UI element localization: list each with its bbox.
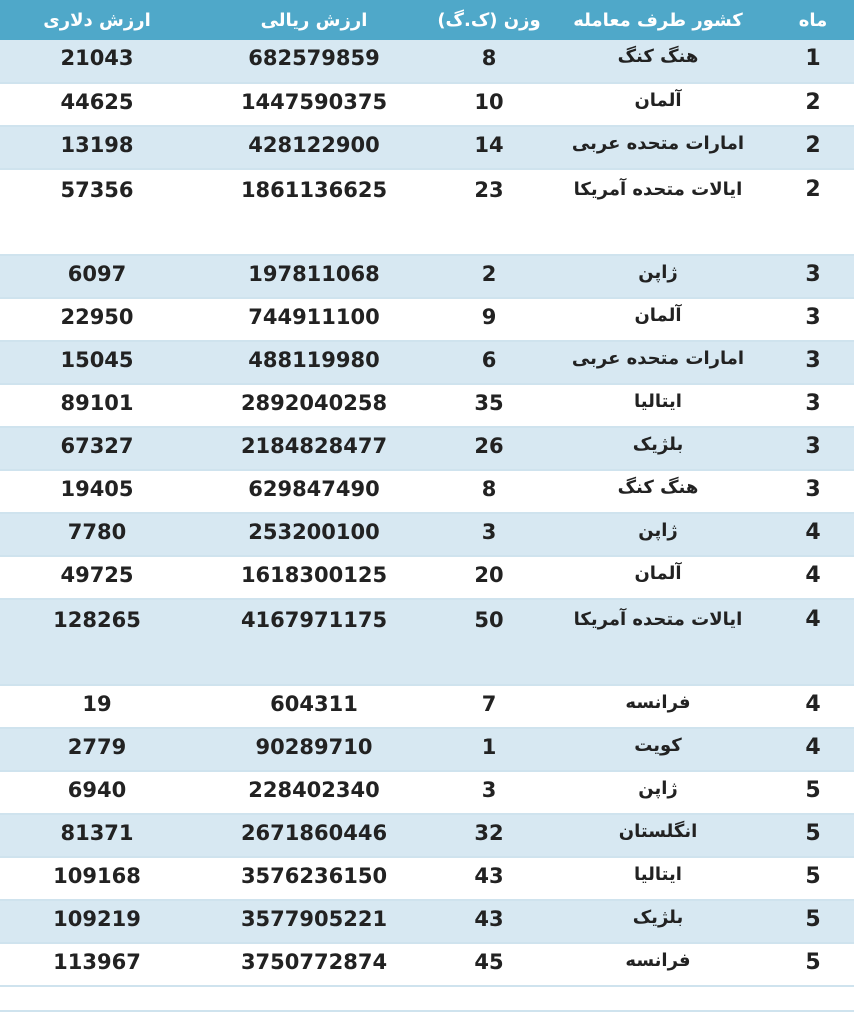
cell-dollar-value: 89101 [0,384,194,427]
cell-rial-value: 3576236150 [194,857,434,900]
cell-month: 2 [772,126,854,169]
table-row [0,83,854,126]
table-row [0,126,854,169]
cell-country: امارات متحده عربی [544,341,772,384]
cell-dollar-value: 67327 [0,427,194,470]
cell-rial-value: 629847490 [194,470,434,513]
cell-weight: 50 [434,599,544,685]
header-month: ماه [772,0,854,40]
cell-dollar-value: 49725 [0,556,194,599]
cell-weight: 26 [434,427,544,470]
cell-month: 4 [772,728,854,771]
table-row [0,470,854,513]
cell-country: آلمان [544,83,772,126]
cell-rial-value: 253200100 [194,513,434,556]
table-row [0,685,854,728]
cell-weight: 43 [434,900,544,943]
cell-rial-value: 3750772874 [194,943,434,986]
table-row [0,169,854,255]
cell-rial-value: 90289710 [194,728,434,771]
cell-month: 5 [772,857,854,900]
cell-country: ایالات متحده آمریکا [544,169,772,255]
cell-weight: 3 [434,513,544,556]
cell-dollar-value: 57356 [0,169,194,255]
cell-country: آلمان [544,556,772,599]
cell-country: امارات متحده عربی [544,126,772,169]
cell-rial-value: 197811068 [194,255,434,298]
cell-rial-value: 3577905221 [194,900,434,943]
table-body [0,40,854,986]
cell-weight: 23 [434,169,544,255]
cell-dollar-value: 13198 [0,126,194,169]
table-row [0,814,854,857]
cell-rial-value: 2184828477 [194,427,434,470]
cell-month: 3 [772,341,854,384]
cell-month: 2 [772,169,854,255]
cell-rial-value: 428122900 [194,126,434,169]
table-row [0,40,854,83]
cell-dollar-value: 6940 [0,771,194,814]
cell-weight: 14 [434,126,544,169]
cell-rial-value: 1618300125 [194,556,434,599]
cell-country: ژاپن [544,513,772,556]
cell-rial-value: 228402340 [194,771,434,814]
cell-month: 3 [772,255,854,298]
cell-dollar-value: 81371 [0,814,194,857]
cell-dollar-value: 44625 [0,83,194,126]
table-header [0,0,854,40]
table-row [0,513,854,556]
table-row [0,427,854,470]
cell-weight: 3 [434,771,544,814]
cell-rial-value: 4167971175 [194,599,434,685]
cell-country: ایتالیا [544,384,772,427]
cell-dollar-value: 21043 [0,40,194,83]
cell-weight: 32 [434,814,544,857]
table-row [0,599,854,685]
cell-weight: 7 [434,685,544,728]
header-weight: وزن (ک.گ) [434,0,544,40]
cell-dollar-value: 19405 [0,470,194,513]
cell-country: بلژیک [544,900,772,943]
cell-month: 5 [772,943,854,986]
cell-dollar-value: 6097 [0,255,194,298]
table-row [0,943,854,986]
table-row [0,384,854,427]
cell-country: ایتالیا [544,857,772,900]
cell-month: 3 [772,384,854,427]
cell-country: ژاپن [544,255,772,298]
cell-country: انگلستان [544,814,772,857]
cell-dollar-value: 19 [0,685,194,728]
cell-dollar-value: 109168 [0,857,194,900]
table-row [0,255,854,298]
header-country: کشور طرف معامله [544,0,772,40]
cell-weight: 43 [434,857,544,900]
cell-weight: 45 [434,943,544,986]
cell-dollar-value: 128265 [0,599,194,685]
table-row [0,556,854,599]
header-row [0,0,854,40]
table-row [0,771,854,814]
cell-weight: 35 [434,384,544,427]
cell-dollar-value: 113967 [0,943,194,986]
table-row [0,857,854,900]
cell-dollar-value: 2779 [0,728,194,771]
cell-country: ژاپن [544,771,772,814]
cell-weight: 1 [434,728,544,771]
cell-month: 2 [772,83,854,126]
header-rial-value: ارزش ریالی [194,0,434,40]
cell-month: 4 [772,513,854,556]
cell-rial-value: 1447590375 [194,83,434,126]
cell-country: فرانسه [544,943,772,986]
cell-country: هنگ کنگ [544,40,772,83]
cell-month: 5 [772,900,854,943]
cell-rial-value: 488119980 [194,341,434,384]
cell-rial-value: 604311 [194,685,434,728]
cell-weight: 9 [434,298,544,341]
table-row [0,341,854,384]
cell-weight: 10 [434,83,544,126]
cell-dollar-value: 15045 [0,341,194,384]
cell-rial-value: 2892040258 [194,384,434,427]
cell-country: بلژیک [544,427,772,470]
cell-month: 5 [772,814,854,857]
header-dollar-value: ارزش دلاری [0,0,194,40]
cell-month: 3 [772,470,854,513]
cell-month: 3 [772,298,854,341]
table-bottom-divider [0,1010,854,1012]
cell-month: 5 [772,771,854,814]
cell-country: آلمان [544,298,772,341]
cell-weight: 8 [434,470,544,513]
cell-dollar-value: 109219 [0,900,194,943]
cell-weight: 8 [434,40,544,83]
cell-rial-value: 744911100 [194,298,434,341]
cell-month: 4 [772,685,854,728]
cell-country: هنگ کنگ [544,470,772,513]
cell-weight: 6 [434,341,544,384]
cell-country: فرانسه [544,685,772,728]
cell-rial-value: 682579859 [194,40,434,83]
cell-month: 4 [772,556,854,599]
cell-country: کویت [544,728,772,771]
table-row [0,900,854,943]
table-row [0,298,854,341]
cell-dollar-value: 22950 [0,298,194,341]
cell-dollar-value: 7780 [0,513,194,556]
table-row [0,728,854,771]
cell-country: ایالات متحده آمریکا [544,599,772,685]
cell-month: 1 [772,40,854,83]
cell-month: 4 [772,599,854,685]
cell-weight: 20 [434,556,544,599]
cell-weight: 2 [434,255,544,298]
cell-rial-value: 1861136625 [194,169,434,255]
cell-month: 3 [772,427,854,470]
cell-rial-value: 2671860446 [194,814,434,857]
